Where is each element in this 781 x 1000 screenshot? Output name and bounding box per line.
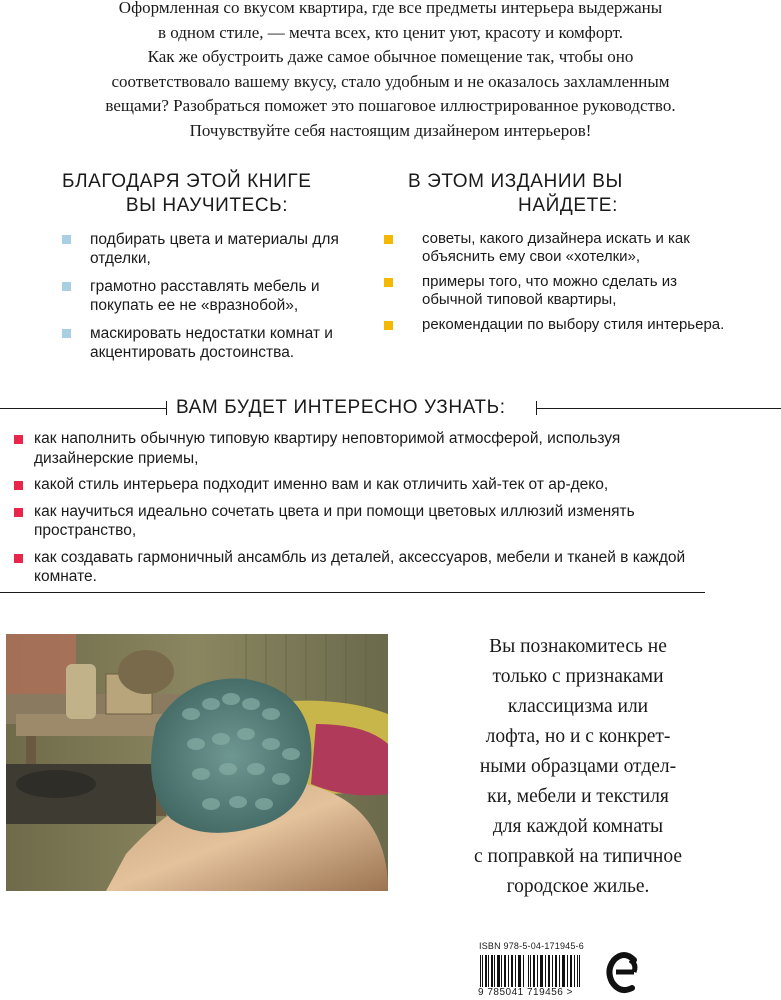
description-line: лофта, но и с конкрет- bbox=[485, 726, 671, 747]
isbn-label: ISBN 978-5-04-171945-6 bbox=[479, 941, 584, 951]
description-line: с поправкой на типичное bbox=[474, 846, 682, 867]
intro-line: в одном стиле, — мечта всех, кто ценит уют, красоту и комфорт. bbox=[157, 22, 624, 42]
intro-line: вещами? Разобраться поможет это пошаговое иллюстрированное руководство. bbox=[105, 96, 676, 115]
description-line: только с признаками bbox=[492, 666, 664, 687]
learn-heading-line1: БЛАГОДАРЯ ЭТОЙ КНИГЕ bbox=[62, 171, 312, 192]
intro-line: Почувствуйте себя настоящим дизайнером интерьеров! bbox=[189, 120, 592, 140]
description-line: городское жилье. bbox=[506, 876, 650, 897]
list-item bbox=[90, 277, 362, 315]
publisher-logo-icon bbox=[604, 950, 644, 995]
intro-line: Оформленная со вкусом квартира, где все предметы интерьера выдержаны bbox=[118, 0, 663, 17]
description-line: ки, мебели и текстиля bbox=[487, 786, 669, 807]
list-item bbox=[14, 429, 714, 468]
interesting-list bbox=[14, 429, 714, 594]
isbn-digits: 9 785041 719456 > bbox=[478, 987, 590, 998]
list-item bbox=[422, 316, 738, 334]
square-bullet-icon bbox=[14, 508, 23, 517]
find-heading-line1: В ЭТОМ ИЗДАНИИ ВЫ bbox=[408, 171, 623, 192]
list-item bbox=[422, 273, 738, 309]
square-bullet-icon bbox=[384, 235, 393, 244]
list-item bbox=[14, 548, 714, 587]
list-item-text: какой стиль интерьера подходит именно вам и как отличить хай-тек от ар-деко, bbox=[34, 476, 609, 493]
section-divider-right bbox=[536, 408, 781, 409]
list-item bbox=[14, 475, 714, 495]
intro-text bbox=[20, 0, 761, 143]
bottom-divider bbox=[0, 592, 705, 593]
list-item bbox=[90, 324, 362, 362]
list-item bbox=[14, 502, 714, 541]
list-item-text: как создавать гармоничный ансамбль из деталей, аксессуаров, мебели и тканей в каждой комнате. bbox=[34, 548, 686, 585]
square-bullet-icon bbox=[62, 329, 71, 338]
list-item-text: грамотно расставлять мебель и покупать ее не «вразнобой», bbox=[90, 278, 320, 314]
learn-list bbox=[62, 230, 362, 362]
find-heading-line2: НАЙДЕТЕ: bbox=[518, 195, 618, 216]
description-line: классицизма или bbox=[507, 696, 649, 717]
list-item bbox=[422, 230, 738, 266]
list-item-text: подбирать цвета и материалы для отделки, bbox=[90, 231, 339, 267]
learn-heading-line2: ВЫ НАУЧИТЕСЬ: bbox=[125, 195, 289, 216]
list-item-text: как наполнить обычную типовую квартиру неповторимой атмосферой, используя дизайнерские приемы, bbox=[34, 430, 621, 467]
square-bullet-icon bbox=[62, 282, 71, 291]
list-item-text: примеры того, что можно сделать из обычной типовой квартиры, bbox=[422, 273, 677, 308]
find-section bbox=[408, 170, 738, 341]
description-text bbox=[408, 632, 748, 902]
intro-line: соответствовало вашему вкусу, стало удобным и не оказалось захламленным bbox=[111, 71, 670, 91]
square-bullet-icon bbox=[384, 278, 393, 287]
list-item-text: советы, какого дизайнера искать и как объяснить ему свои «хотелки», bbox=[422, 230, 690, 265]
find-list bbox=[382, 230, 738, 334]
description-line: Вы познакомитесь не bbox=[489, 636, 667, 657]
learn-heading bbox=[62, 170, 362, 218]
description-line: ными образцами отдел- bbox=[479, 756, 677, 777]
square-bullet-icon bbox=[14, 554, 23, 563]
list-item bbox=[90, 230, 362, 268]
intro-line: Как же обустроить даже самое обычное помещение так, чтобы оно bbox=[147, 47, 634, 66]
interesting-heading: ВАМ БУДЕТ ИНТЕРЕСНО УЗНАТЬ: bbox=[176, 397, 506, 418]
barcode-icon bbox=[478, 955, 588, 991]
list-item-text: как научиться идеально сочетать цвета и при помощи цветовых иллюзий изменять пространство, bbox=[34, 502, 635, 539]
interior-photo bbox=[6, 634, 388, 891]
list-item-text: рекомендации по выбору стиля интерьера. bbox=[422, 316, 725, 333]
square-bullet-icon bbox=[62, 235, 71, 244]
learn-section bbox=[62, 170, 362, 371]
find-heading bbox=[408, 170, 738, 218]
description-line: для каждой комнаты bbox=[492, 816, 664, 837]
divider-tick bbox=[166, 401, 167, 415]
square-bullet-icon bbox=[14, 435, 23, 444]
section-divider-left bbox=[0, 408, 166, 409]
list-item-text: маскировать недостатки комнат и акцентировать достоинства. bbox=[90, 325, 333, 361]
square-bullet-icon bbox=[14, 481, 23, 490]
square-bullet-icon bbox=[384, 321, 393, 330]
